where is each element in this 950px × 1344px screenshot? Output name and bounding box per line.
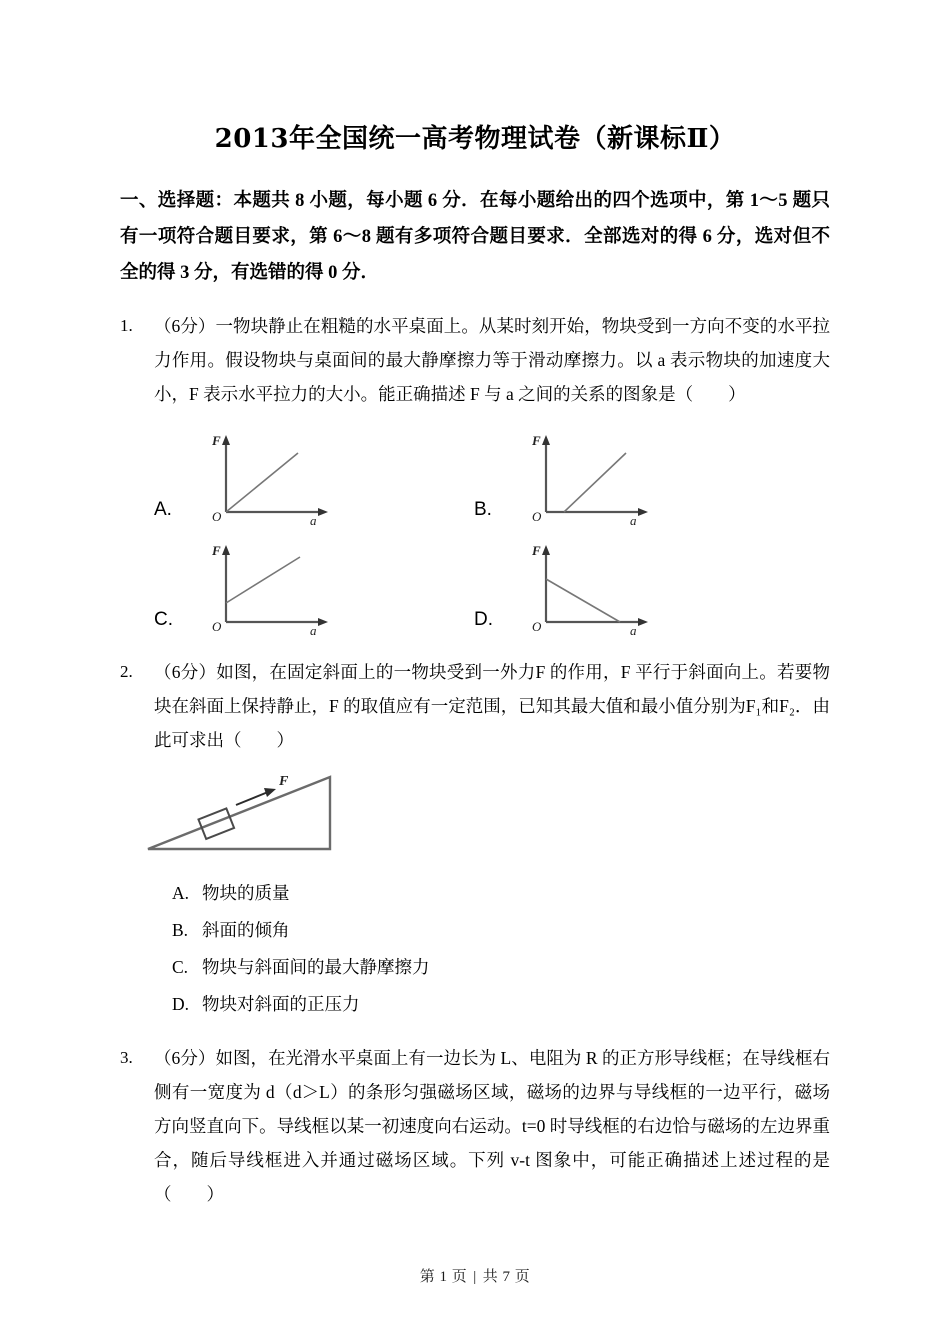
svg-text:O: O xyxy=(212,509,222,524)
svg-text:O: O xyxy=(532,509,542,524)
section-instructions xyxy=(120,183,830,291)
question-3-score: （6分） xyxy=(154,1048,216,1068)
graph-row-top xyxy=(154,417,830,527)
option-b-text: 斜面的倾角 xyxy=(202,920,290,940)
force-label: F xyxy=(279,774,289,789)
option-b-key: B. xyxy=(172,920,189,940)
question-1 xyxy=(120,309,830,411)
question-2-body: 如图，在固定斜面上的一物块受到一外力F 的作用，F 平行于斜面向上。若要物块在斜面上保持静止，F 的取值应有一定范围，已知其最大值和最小值分别为F₁和F₂．由此可求出（ ） xyxy=(154,662,830,750)
option-b[interactable] xyxy=(172,912,830,949)
section-body: 本题共 8 小题，每小题 6 分．在每小题给出的四个选项中，第 1～5 题只有一项符合题目要求，第 6～8 题有多项符合题目要求．全部选对的得 6 分，选对但不全的得 3 分，有选错的得 0 分． xyxy=(120,191,830,283)
graph-option-a[interactable] xyxy=(154,417,474,527)
svg-text:a: a xyxy=(310,513,317,527)
svg-text:F: F xyxy=(532,543,541,558)
question-2-options xyxy=(172,875,830,1023)
page-title: 2013年全国统一高考物理试卷（新课标Ⅱ） xyxy=(214,124,736,154)
inclined-plane-figure xyxy=(140,767,370,862)
svg-text:F: F xyxy=(532,433,541,448)
option-c[interactable] xyxy=(172,949,830,986)
question-2-score: （6分） xyxy=(154,662,217,682)
svg-text:F: F xyxy=(212,433,221,448)
option-c-text: 物块与斜面间的最大静摩擦力 xyxy=(202,957,430,977)
svg-text:a: a xyxy=(630,623,637,637)
option-c-key: C. xyxy=(172,957,189,977)
option-d[interactable] xyxy=(172,986,830,1023)
footer-separator: | xyxy=(473,1269,477,1285)
question-3-number: 3. xyxy=(120,1048,133,1067)
footer-total-pages: 共 7 页 xyxy=(482,1269,531,1285)
graph-option-d[interactable] xyxy=(474,527,794,637)
footer-page-number: 第 1 页 xyxy=(419,1269,468,1285)
question-3-body: 如图，在光滑水平桌面上有一边长为 L、电阻为 R 的正方形导线框；在导线框右侧有一宽度为 d（d＞L）的条形匀强磁场区域，磁场的边界与导线框的一边平行，磁场方向竖直向下。导线框以某一初速度向右运动。t=0 时导线框的右边恰与磁场的左边界重合，随后导线框进入并通过磁场区域。下列 v‑t 图象中，可能正确描述上述过程的是（ ） xyxy=(154,1048,830,1204)
graph-option-c-key: C. xyxy=(154,609,173,630)
question-2-number: 2. xyxy=(120,662,133,681)
question-2-figure xyxy=(140,767,830,867)
graph-b-figure xyxy=(508,427,668,527)
question-3-text xyxy=(154,1041,830,1211)
graph-c-figure xyxy=(188,537,348,637)
question-1-body: 一物块静止在粗糙的水平桌面上。从某时刻开始，物块受到一方向不变的水平拉力作用。假设物块与桌面间的最大静摩擦力等于滑动摩擦力。以 a 表示物块的加速度大小，F 表示水平拉力的大小。能正确描述 F 与 a 之间的关系的图象是（ ） xyxy=(154,316,831,404)
question-3 xyxy=(120,1041,830,1211)
page-footer xyxy=(0,1265,950,1286)
graph-option-b[interactable] xyxy=(474,417,794,527)
svg-text:F: F xyxy=(212,543,221,558)
graph-a-figure xyxy=(188,427,348,527)
graph-row-bottom xyxy=(154,527,830,637)
graph-option-c[interactable] xyxy=(154,527,474,637)
option-a-key: A. xyxy=(172,883,190,903)
question-2-text xyxy=(154,655,830,757)
svg-text:O: O xyxy=(212,619,222,634)
section-lead: 一、选择题： xyxy=(120,191,234,211)
option-a[interactable] xyxy=(172,875,830,912)
question-1-number: 1. xyxy=(120,316,133,335)
svg-text:O: O xyxy=(532,619,542,634)
svg-text:a: a xyxy=(310,623,317,637)
option-d-key: D. xyxy=(172,994,190,1014)
svg-text:a: a xyxy=(630,513,637,527)
graph-option-a-key: A. xyxy=(154,499,172,520)
graph-option-b-key: B. xyxy=(474,499,492,520)
option-a-text: 物块的质量 xyxy=(202,883,290,903)
option-d-text: 物块对斜面的正压力 xyxy=(202,994,360,1014)
question-1-score: （6分） xyxy=(154,316,216,336)
graph-d-figure xyxy=(508,537,668,637)
question-2 xyxy=(120,655,830,757)
question-1-text xyxy=(154,309,830,411)
graph-option-d-key: D. xyxy=(474,609,493,630)
question-1-graph-options xyxy=(154,417,830,637)
